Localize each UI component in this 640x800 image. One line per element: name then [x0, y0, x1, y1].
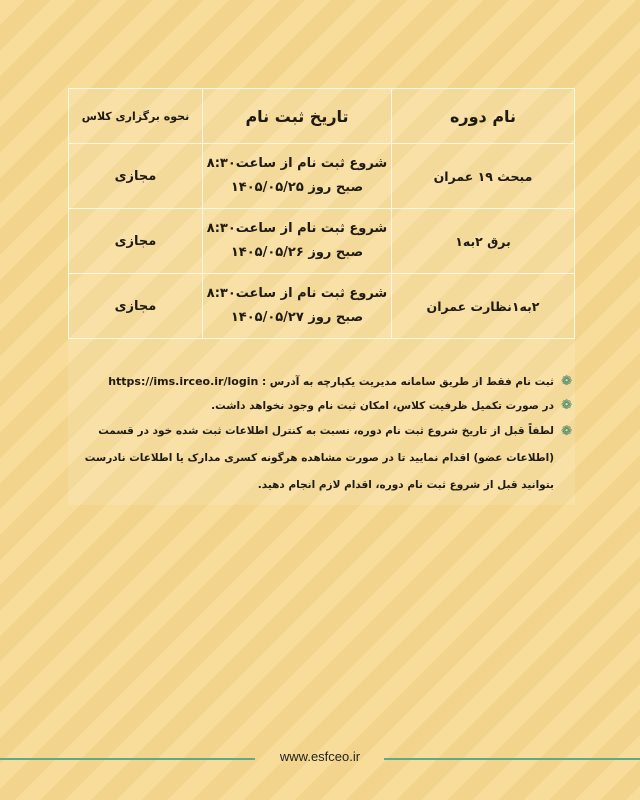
table-row	[69, 209, 575, 274]
note-item	[77, 394, 572, 418]
schedule-table	[68, 88, 575, 339]
class-mode: مجازی	[69, 209, 203, 274]
registration-url-link[interactable]: https://ims.irceo.ir/login	[108, 375, 259, 388]
note-item	[77, 370, 572, 394]
table-header-row	[69, 89, 575, 144]
table-row	[69, 144, 575, 209]
website-link[interactable]: www.esfceo.ir	[279, 749, 361, 764]
date-line: صبح روز ۱۴۰۵/۰۵/۲۵	[230, 180, 364, 195]
date-line: صبح روز ۱۴۰۵/۰۵/۲۶	[230, 245, 364, 260]
footer-divider-right	[384, 758, 640, 760]
date-line: شروع ثبت نام از ساعت۸:۳۰	[206, 221, 388, 236]
date-line: شروع ثبت نام از ساعت۸:۳۰	[206, 286, 388, 301]
note-item	[77, 418, 572, 499]
flower-bullet-icon: ❁	[561, 424, 572, 439]
class-mode: مجازی	[69, 274, 203, 339]
header-course-name: نام دوره	[392, 89, 575, 144]
header-class-mode: نحوه برگزاری کلاس	[69, 89, 203, 144]
footer-divider-left	[0, 758, 255, 760]
note-text: لطفاً قبل از تاریخ شروع ثبت نام دوره، نسبت به کنترل اطلاعات ثبت شده خود در قسمت (اطلاعات عضو) اقدام نمایید تا در صورت مشاهده هرگونه کسری مدارک یا اطلاعات نادرست بتوانید قبل از شروع ثبت نام دوره، اقدام لازم انجام دهید.	[84, 425, 554, 491]
note-text: ثبت نام فقط از طریق سامانه مدیریت یکپارچه به آدرس :	[261, 376, 554, 388]
registration-date	[203, 144, 392, 209]
registration-date	[203, 274, 392, 339]
class-mode: مجازی	[69, 144, 203, 209]
date-line: شروع ثبت نام از ساعت۸:۳۰	[206, 156, 388, 171]
header-registration-date: تاریخ ثبت نام	[203, 89, 392, 144]
notes-section	[77, 370, 572, 499]
course-name: برق ۲به۱	[392, 209, 575, 274]
table-row	[69, 274, 575, 339]
flower-bullet-icon: ❁	[561, 398, 572, 413]
course-name: ۲به۱نظارت عمران	[392, 274, 575, 339]
flower-bullet-icon: ❁	[561, 374, 572, 389]
date-line: صبح روز ۱۴۰۵/۰۵/۲۷	[230, 310, 364, 325]
footer	[0, 749, 640, 769]
registration-date	[203, 209, 392, 274]
course-name: مبحث ۱۹ عمران	[392, 144, 575, 209]
note-text: در صورت تکمیل ظرفیت کلاس، امکان ثبت نام وجود نخواهد داشت.	[211, 400, 554, 412]
